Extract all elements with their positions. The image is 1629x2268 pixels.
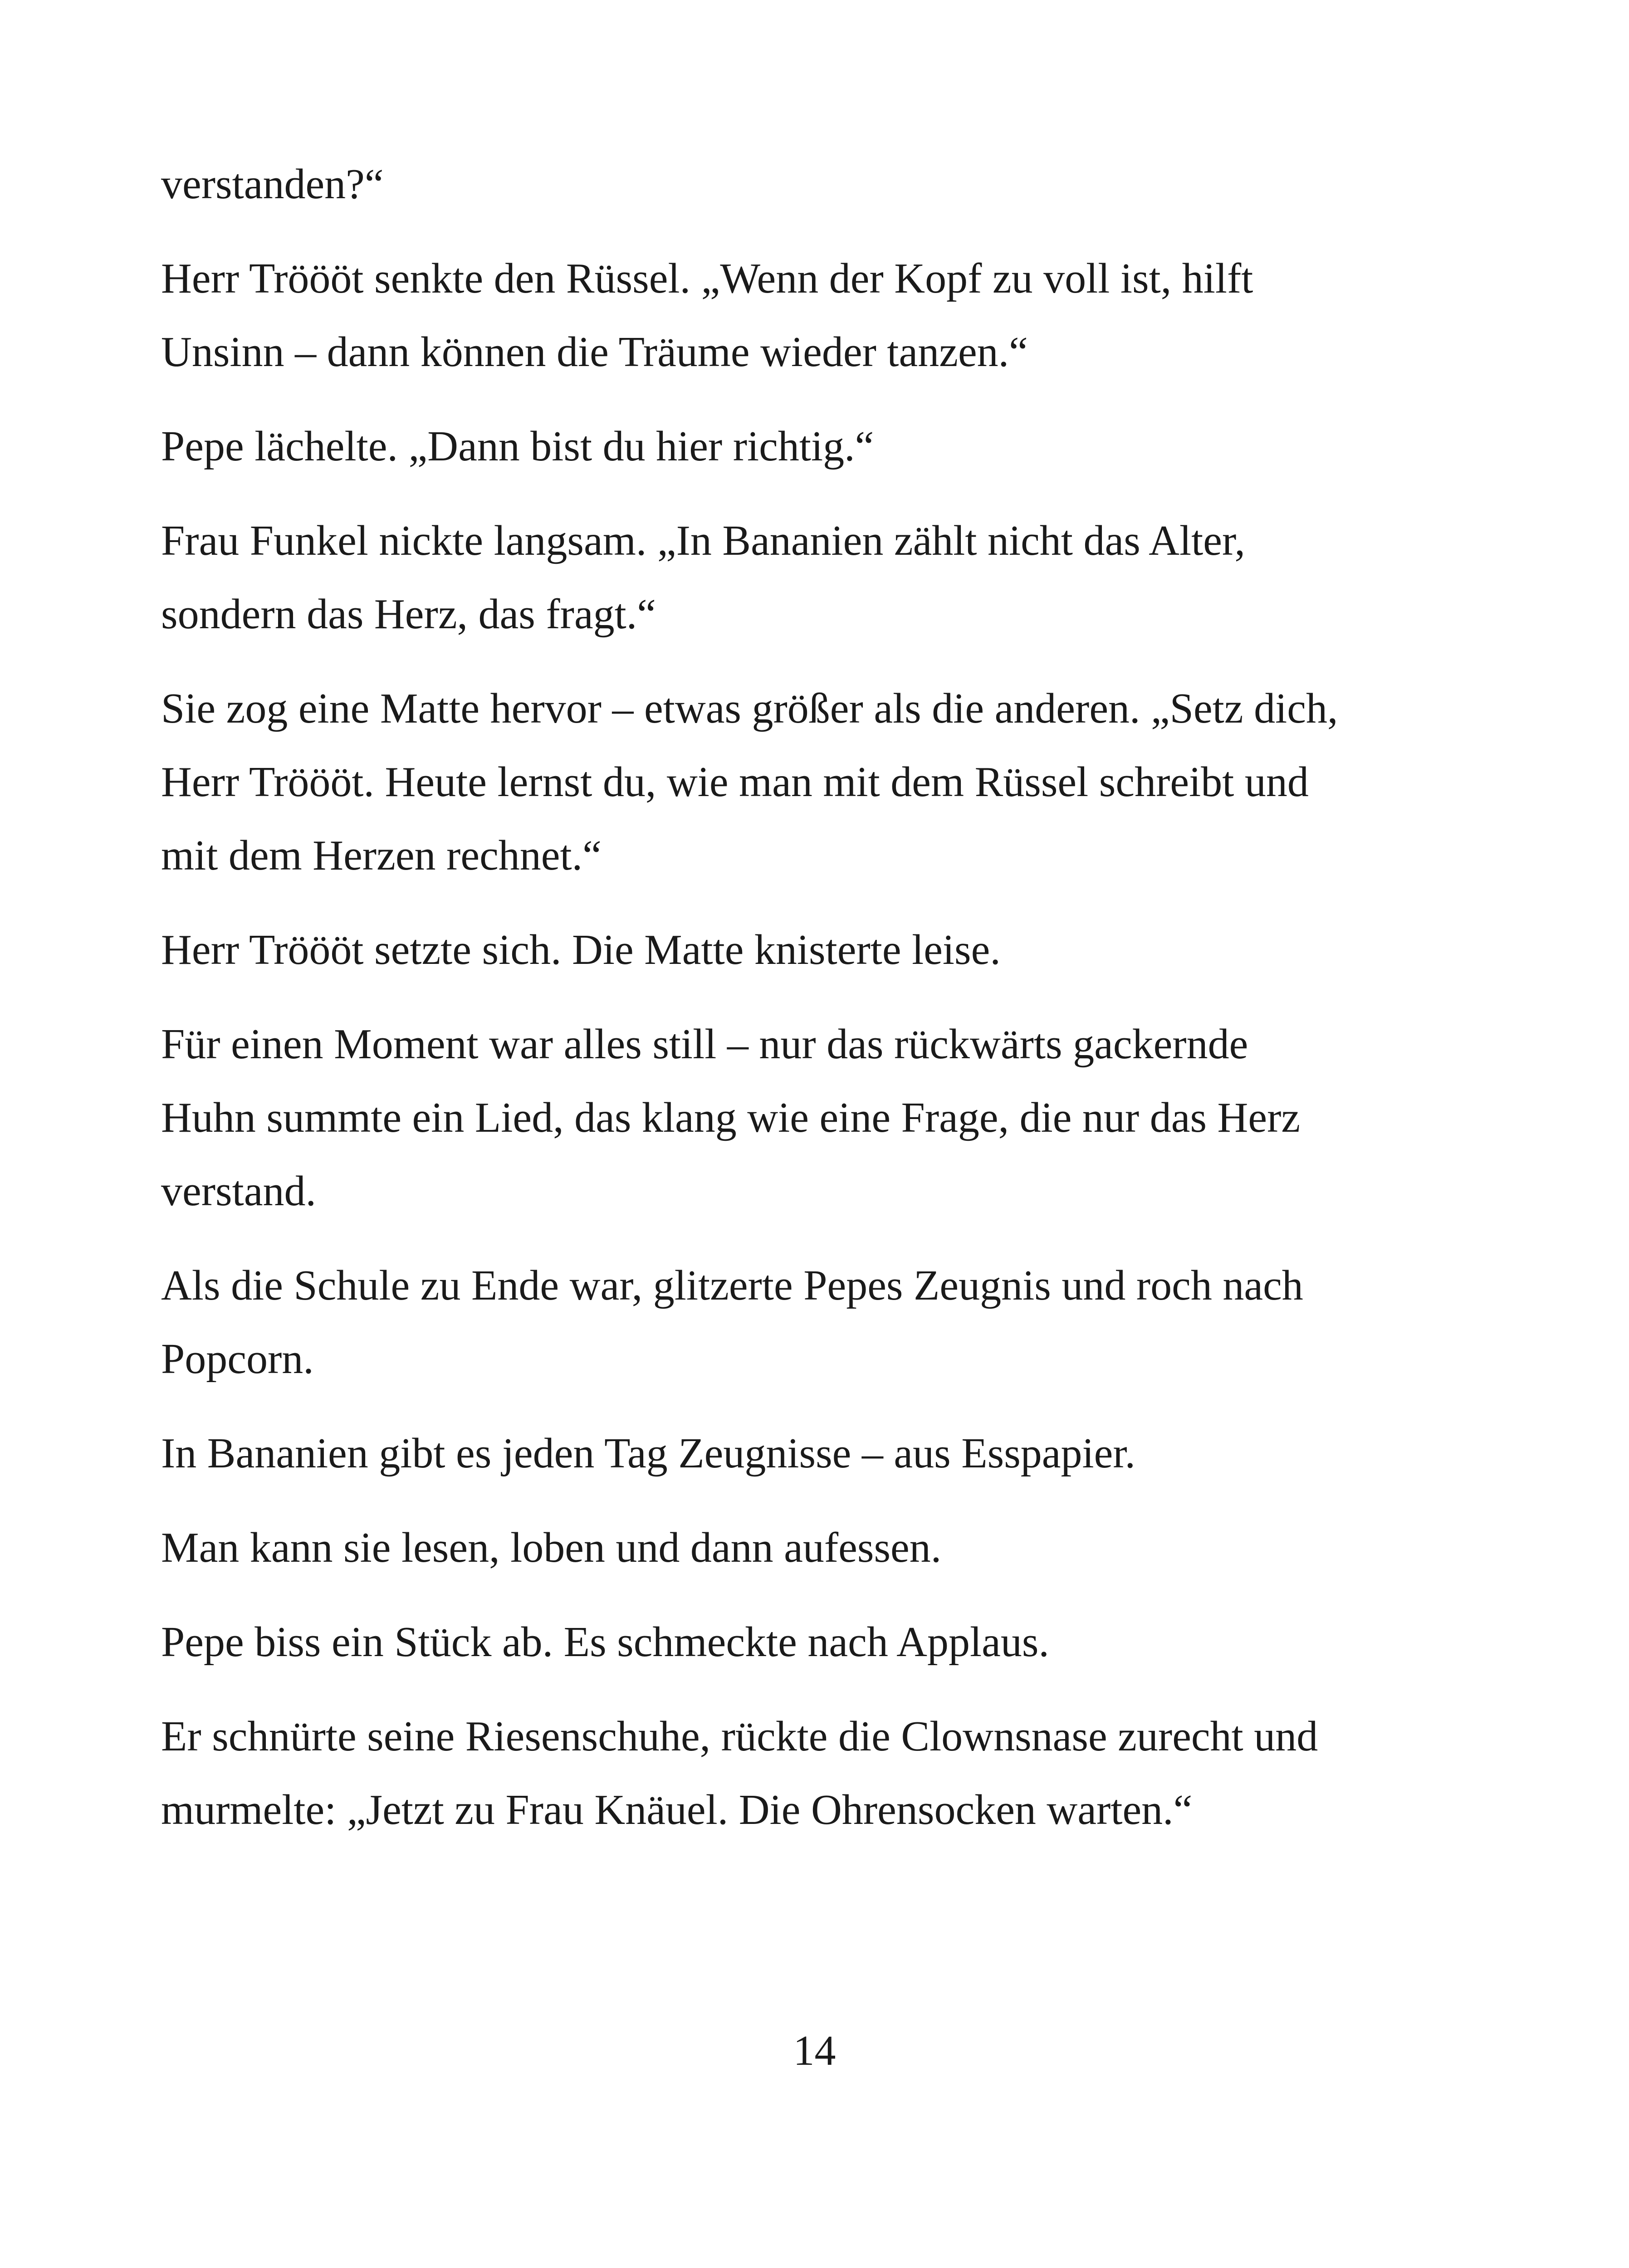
paragraph: Herr Tröööt senkte den Rüssel. „Wenn der Kopf zu voll ist, hilft Unsinn – dann können die Träume wieder tanzen.“ [161,255,1253,376]
page-number: 14 [793,2027,836,2074]
paragraph: Er schnürte seine Riesenschuhe, rückte die Clownsnase zurecht und murmelte: „Jetzt zu Frau Knäuel. Die Ohrensocken warten.“ [161,1713,1318,1833]
body-text [161,147,1350,1867]
paragraph: Sie zog eine Matte hervor – etwas größer als die anderen. „Setz dich, Herr Tröööt. Heute lernst du, wie man mit dem Rüssel schreibt und mit dem Herzen rechnet.“ [161,685,1338,879]
paragraph: Als die Schule zu Ende war, glitzerte Pepes Zeugnis und roch nach Popcorn. [161,1262,1303,1383]
paragraph: Man kann sie lesen, loben und dann aufessen. [161,1524,942,1571]
paragraph: Frau Funkel nickte langsam. „In Bananien zählt nicht das Alter, sondern das Herz, das fragt.“ [161,517,1245,638]
paragraph: Für einen Moment war alles still – nur das rückwärts gackernde Huhn summte ein Lied, das klang wie eine Frage, die nur das Herz verstand. [161,1021,1301,1215]
paragraph: Herr Tröööt setzte sich. Die Matte knisterte leise. [161,926,1001,973]
paragraph: Pepe lächelte. „Dann bist du hier richtig.“ [161,423,874,470]
paragraph: In Bananien gibt es jeden Tag Zeugnisse – aus Esspapier. [161,1430,1135,1477]
paragraph: Pepe biss ein Stück ab. Es schmeckte nach Applaus. [161,1618,1049,1666]
paragraph: verstanden?“ [161,161,384,208]
